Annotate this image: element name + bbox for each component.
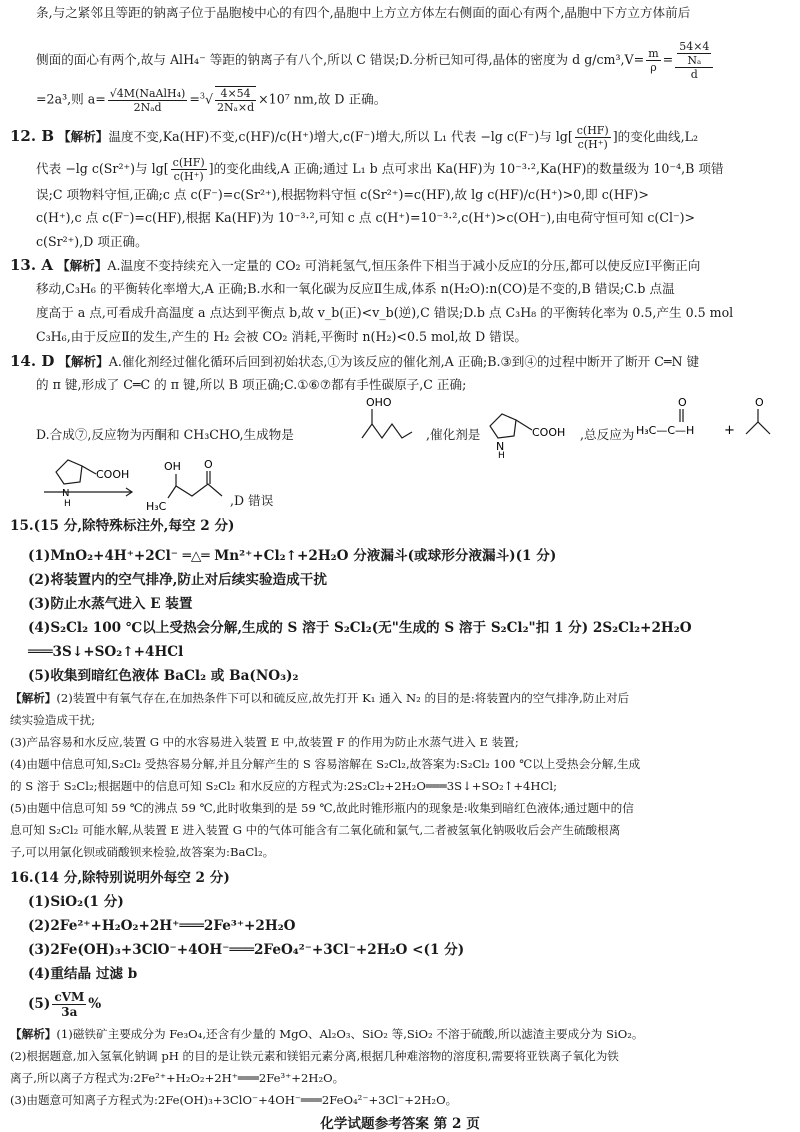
product2-oh-label: OH xyxy=(164,460,181,473)
acetone-o-label: O xyxy=(755,396,764,409)
product2-o-label: O xyxy=(204,458,213,471)
q16-tag: 【解析】 xyxy=(10,1027,57,1041)
catalyst-proline-svg xyxy=(480,404,580,458)
q15-answer-4a: (4)S₂Cl₂ 100 ℃以上受热会分解,生成的 S 溶于 S₂Cl₂(无"生成的 S 溶于 S₂Cl₂"扣 1 分) 2S₂Cl₂+2H₂O xyxy=(28,620,692,636)
q16-answer-5-fraction: $\frac{\text{cVM}}{3a}$ xyxy=(54,990,85,1019)
q11-a-fraction-1: $\frac{\text{√4M(NaAlH₄)}}{\text{2Nₐd}}$ xyxy=(109,86,186,114)
q13-line-2: 移动,C₃H₆ 的平衡转化率增大,A 正确;B.水和一氧化碳为反应Ⅱ生成,体系 n(H₂O):n(CO)是不变的,B 错误;C.b 点温 xyxy=(36,281,675,296)
q14-line-3b: ,催化剂是 xyxy=(426,427,481,442)
q14-line-1-text: A.催化剂经过催化循环后回到初始状态,①为该反应的催化剂,A 正确;B.③到④的过程中断开了断开 C═N 键 xyxy=(108,354,700,369)
product-oh-label: OHO xyxy=(366,396,392,409)
q11-a-fraction-2: $\frac{4\times 54}{\text{2Nₐ×d}}$ xyxy=(217,87,255,114)
q15-answer-5: (5)收集到暗红色液体 BaCl₂ 或 Ba(NO₃)₂ xyxy=(28,668,299,684)
q12-line-2-tail: 的变化曲线,A 正确;通过 L₁ b 点可求出 Ka(HF)为 10⁻³·²,Ka(HF)的数量级为 10⁻⁴,B 项错 xyxy=(213,161,724,176)
aldehyde-o-label: O xyxy=(678,396,687,409)
q13-line-1 xyxy=(10,256,700,275)
q12-bracket-right: ] xyxy=(612,129,618,144)
q16-answer-5 xyxy=(28,990,101,1019)
proline-ring xyxy=(490,414,516,438)
q11-line-2 xyxy=(36,40,715,81)
q15-explain-8: 子,可以用氯化钡或硝酸钡来检验,故答案为:BaCl₂。 xyxy=(10,845,275,859)
q11-equals: = xyxy=(662,52,674,67)
plus-sign: + xyxy=(724,423,735,438)
q12-number: 12. B xyxy=(10,127,54,145)
product2-h3c-label: H₃C xyxy=(146,500,167,513)
q15-answer-3: (3)防止水蒸气进入 E 装置 xyxy=(28,596,193,612)
q12-fraction-1: $\frac{c(HF)}{c(H^+)}$ xyxy=(576,124,609,151)
q13-tag: 【解析】 xyxy=(56,258,108,273)
q13-number: 13. A xyxy=(10,256,53,274)
q16-answer-5-percent: % xyxy=(88,996,102,1012)
q11-line-1: 条,与之紧邻且等距的钠离子位于晶胞棱中心的有四个,晶胞中上方立方体左右侧面的面心有两个,晶胞中下方立方体前后 xyxy=(36,5,691,20)
overall-reactants-svg xyxy=(632,394,782,444)
acetone-skeleton xyxy=(746,422,770,434)
q12-line-1-text: 温度不变,Ka(HF)不变,c(HF)/c(H⁺)增大,c(F⁻)增大,所以 L₁ 代表 −lg c(F⁻)与 lg xyxy=(108,129,568,144)
q16-answer-1: (1)SiO₂(1 分) xyxy=(28,894,124,910)
q12-line-4: c(H⁺),c 点 c(F⁻)=c(HF),根据 Ka(HF)为 10⁻³·²,可知 c 点 c(H⁺)=10⁻³·²,c(H⁺)>c(OH⁻),由电荷守恒可知 c(Cl⁻)> xyxy=(36,210,696,225)
q11-density-fraction: $\frac{\frac{54\times 4}{\text{Nₐ}}}{d}$ xyxy=(675,40,713,81)
q11-line-2-text: 侧面的面心有两个,故与 AlH₄⁻ 等距的钠离子有八个,所以 C 错误;D.分析已知可得,晶体的密度为 d g/cm³,V= xyxy=(36,52,645,67)
q12-bracket-left: [ xyxy=(567,129,573,144)
q16-explain-2: (2)根据题意,加入氢氧化钠调 pH 的目的是让铁元素和镁铝元素分离,根据几种难溶物的溶度积,需要将亚铁离子氧化为铁 xyxy=(10,1049,619,1063)
product-molecule-svg xyxy=(350,394,430,448)
proline-n-label: N xyxy=(496,440,505,453)
q12-line-1-tail: 的变化曲线,L₂ xyxy=(617,129,699,144)
q16-header: 16.(14 分,除特别说明外每空 2 分) xyxy=(10,870,230,886)
q13-line-3: 度高于 a 点,可看成升高温度 a 点达到平衡点 b,故 v_b(正)<v_b(逆),C 错误;D.b 点 C₃H₈ 的平衡转化率为 0.5,产生 0.5 mol xyxy=(36,305,734,320)
q14-number: 14. D xyxy=(10,352,55,370)
q15-answer-1: (1)MnO₂+4H⁺+2Cl⁻ ═△═ Mn²⁺+Cl₂↑+2H₂O 分液漏斗(或球形分液漏斗)(1 分) xyxy=(28,548,557,564)
proline-h-label: H xyxy=(498,451,505,458)
q12-bracket-right-2: ] xyxy=(208,161,214,176)
q14-line-4-tail: ,D 错误 xyxy=(230,493,274,508)
q15-tag: 【解析】 xyxy=(10,691,57,705)
q14-line-2: 的 π 键,形成了 C═C 的 π 键,所以 B 项正确;C.①⑥⑦都有手性碳原子,C 正确; xyxy=(36,377,467,392)
q14-tag: 【解析】 xyxy=(58,354,109,369)
proline-cooh-label: COOH xyxy=(532,426,566,439)
q15-answer-2: (2)将装置内的空气排净,防止对后续实验造成干扰 xyxy=(28,572,327,588)
q14-line-3a: D.合成⑦,反应物为丙酮和 CH₃CHO,生成物是 xyxy=(36,427,294,442)
q11-radical: √ xyxy=(204,91,213,107)
q12-fraction-2: $\frac{c(HF)}{c(H^+)}$ xyxy=(172,156,205,183)
q11-line-3-text: =2a³,则 a= xyxy=(36,91,106,107)
q15-explain-4: (4)由题中信息可知,S₂Cl₂ 受热容易分解,并且分解产生的 S 容易溶解在 S₂Cl₂,故答案为:S₂Cl₂ 100 ℃以上受热会分解,生成 xyxy=(10,757,641,771)
q12-line-2-text: 代表 −lg c(Sr²⁺)与 lg xyxy=(36,161,164,176)
q11-m-over-rho: $\frac{m}{\rho}$ xyxy=(648,47,659,74)
q15-explain-3: (3)产品容易和水反应,装置 G 中的水容易进入装置 E 中,故装置 F 的作用为防止水蒸气进入 E 装置; xyxy=(10,735,519,749)
arrow-h-label: H xyxy=(64,499,71,509)
q16-explain-3: 离子,所以离子方程式为:2Fe²⁺+H₂O₂+2H⁺═══2Fe³⁺+2H₂O。 xyxy=(10,1071,345,1085)
q12-line-3: 误;C 项物料守恒,正确;c 点 c(F⁻)=c(Sr²⁺),根据物料守恒 c(Sr²⁺)=c(HF),故 lg c(HF)/c(H⁺)>0,即 c(HF)> xyxy=(36,187,649,202)
q12-line-1 xyxy=(10,124,698,151)
q12-line-2 xyxy=(36,156,724,183)
q12-line-5: c(Sr²⁺),D 项正确。 xyxy=(36,234,148,249)
proline-cooh-bond xyxy=(516,420,532,430)
q16-answer-4: (4)重结晶 过滤 b xyxy=(28,966,138,982)
q16-answer-2: (2)2Fe²⁺+H₂O₂+2H⁺═══2Fe³⁺+2H₂O xyxy=(28,918,296,934)
q15-explain-6: (5)由题中信息可知 59 ℃的沸点 59 ℃,此时收集到的是 59 ℃,故此时锥形瓶内的现象是:收集到暗红色液体;通过题中的信 xyxy=(10,801,634,815)
q16-answer-3: (3)2Fe(OH)₃+3ClO⁻+4OH⁻═══2FeO₄²⁻+3Cl⁻+2H₂O <(1 分) xyxy=(28,942,465,958)
q13-line-4: C₃H₆,由于反应Ⅱ的发生,产生的 H₂ 会被 CO₂ 消耗,平衡时 n(H₂)<0.5 mol,故 D 错误。 xyxy=(36,329,528,344)
q15-header: 15.(15 分,除特殊标注外,每空 2 分) xyxy=(10,518,235,534)
q11-line-3-tail: ×10⁷ nm,故 D 正确。 xyxy=(258,91,387,107)
q11-equals-2: = xyxy=(189,91,200,107)
q15-explain-1-text: (2)装置中有氧气存在,在加热条件下可以和硫反应,故先打开 K₁ 通入 N₂ 的目的是:将装置内的空气排净,防止对后 xyxy=(56,691,630,705)
product-chain xyxy=(362,424,412,438)
q15-explain-5: 的 S 溶于 S₂Cl₂;根据题中的信息可知 S₂Cl₂ 和水反应的方程式为:2S₂Cl₂+2H₂O═══3S↓+SO₂↑+4HCl; xyxy=(10,779,558,793)
q16-explain-4: (3)由题意可知离子方程式为:2Fe(OH)₃+3ClO⁻+4OH⁻═══2FeO₄²⁻+3Cl⁻+2H₂O。 xyxy=(10,1093,458,1107)
product2-skeleton xyxy=(168,484,222,498)
q11-root-index: 3 xyxy=(199,91,205,101)
page-footer: 化学试题参考答案 第 2 页 xyxy=(320,1116,480,1132)
arrow-proline-ring xyxy=(56,460,82,484)
q11-line-3 xyxy=(36,86,386,114)
q16-explain-1 xyxy=(10,1026,643,1043)
q16-explain-1-text: (1)磁铁矿主要成分为 Fe₃O₄,还含有少量的 MgO、Al₂O₃、SiO₂ 等,SiO₂ 不溶于硫酸,所以滤渣主要成分为 SiO₂。 xyxy=(56,1027,644,1041)
q14-line-1 xyxy=(10,352,699,371)
q15-answer-4b: ═══3S↓+SO₂↑+4HCl xyxy=(28,644,184,660)
q15-explain-2: 续实验造成干扰; xyxy=(10,713,96,727)
arrow-n-label: N xyxy=(62,488,70,499)
arrow-cooh-label: COOH xyxy=(96,468,130,481)
q15-explain-1 xyxy=(10,690,629,707)
q13-line-1-text: A.温度不变持续充入一定量的 CO₂ 可消耗氢气,恒压条件下相当于减小反应Ⅰ的分压,都可以使反应Ⅰ平衡正向 xyxy=(107,258,701,273)
q16-answer-5-label: (5) xyxy=(28,996,51,1012)
q12-bracket-left-2: [ xyxy=(163,161,169,176)
q12-tag: 【解析】 xyxy=(58,129,109,144)
q14-line-3c: ,总反应为 xyxy=(580,427,635,442)
aldehyde-formula: H₃C—C—H xyxy=(636,424,695,437)
q15-explain-7: 息可知 S₂Cl₂ 可能水解,从装置 E 进入装置 G 中的气体可能含有二氧化硫和氯气,二者被氢氧化钠吸收后会产生硫酸根离 xyxy=(10,823,621,837)
